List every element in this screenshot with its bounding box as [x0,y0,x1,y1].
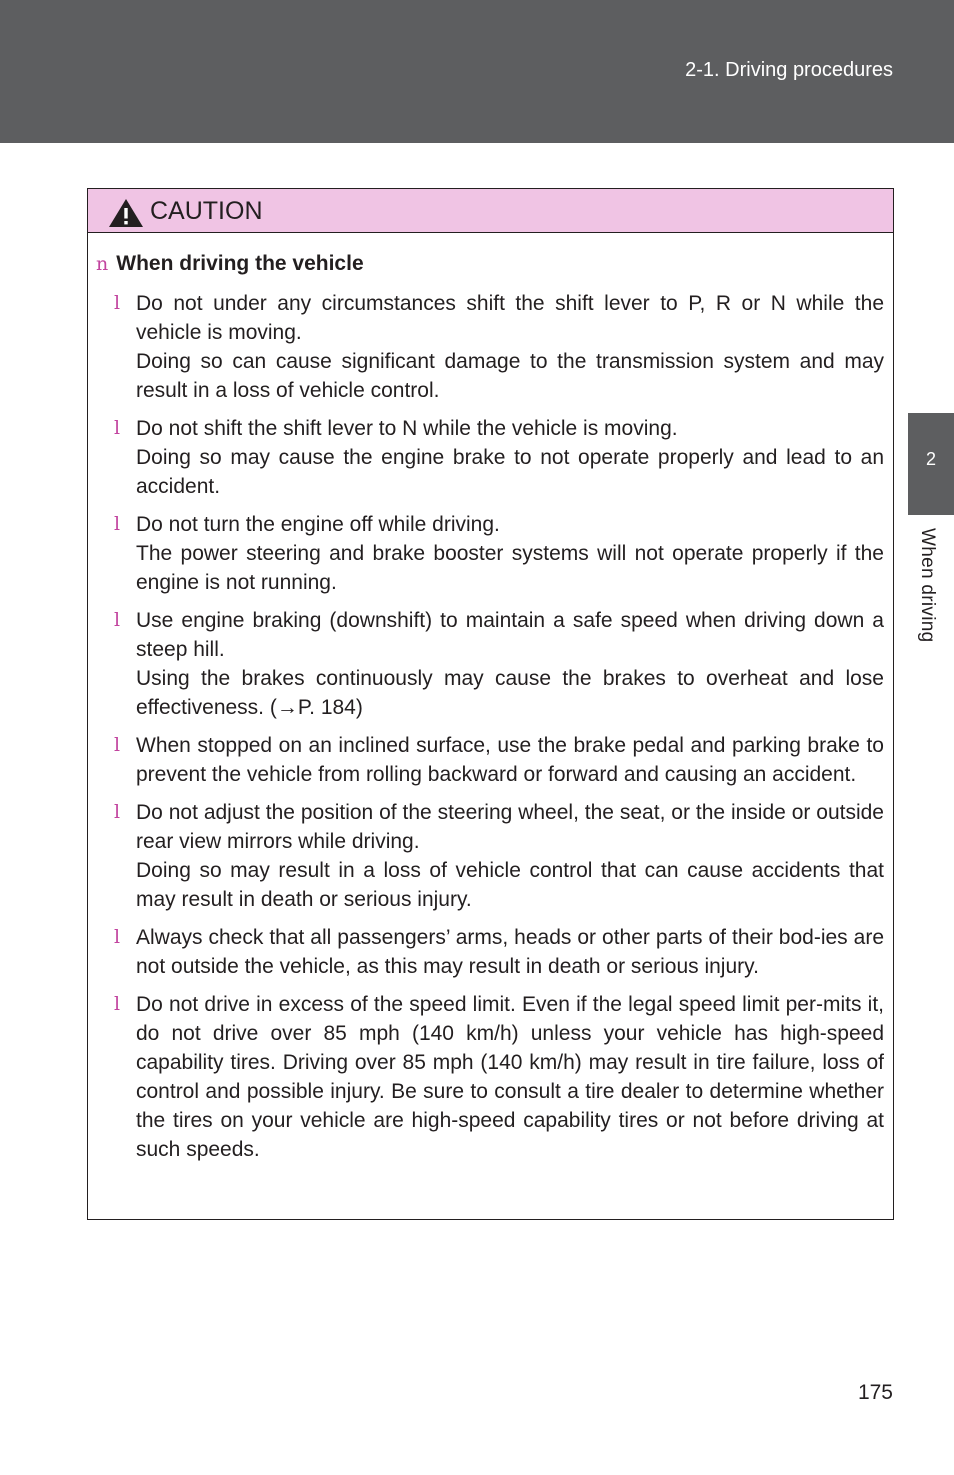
item-text: Do not drive in excess of the speed limit. Even if the legal speed limit per-mits it, do not drive over 85 mph (140 km/h) unless your vehicle has high-speed capability tires. Driving over 85 mph (140 km/h) may result in tire failure, loss of control and possible injury. Be sure to consult a tire dealer to determine whether the tires on your vehicle are high-speed capability tires or not before driving at such speeds. [136,993,884,1161]
list-item [88,923,893,981]
caution-box [87,188,894,1220]
bullet-icon: l [114,513,121,535]
item-text: Do not shift the shift lever to N while the vehicle is moving. [136,417,678,440]
list-item [88,606,893,722]
bullet-icon: l [114,801,121,823]
header-bar [0,0,954,143]
warning-triangle-icon [108,198,144,228]
item-text: When stopped on an inclined surface, use the brake pedal and parking brake to prevent the vehicle from rolling backward or forward and causing an accident. [136,734,884,786]
bullet-icon: l [114,609,121,631]
bullet-icon: l [114,292,121,314]
section-title: 2-1. Driving procedures [685,59,893,81]
caution-list [88,289,893,1173]
caution-header [88,189,893,233]
item-text: Do not adjust the position of the steering wheel, the seat, or the inside or outside rear view mirrors while driving. [136,801,884,853]
chapter-label: When driving [917,528,938,643]
bullet-icon: l [114,734,121,756]
list-item [88,510,893,597]
page-number: 175 [857,1381,893,1404]
item-text: The power steering and brake booster systems will not operate properly if the engine is not running. [136,542,884,594]
bullet-icon: l [114,993,121,1015]
section-heading [96,252,364,276]
heading-marker-icon: n [96,253,109,275]
item-text: Doing so may cause the engine brake to not operate properly and lead to an accident. [136,446,884,498]
chapter-tab[interactable] [908,413,954,515]
list-item [88,414,893,501]
chapter-number: 2 [925,449,936,469]
item-text: Use engine braking (downshift) to maintain a safe speed when driving down a steep hill. [136,609,884,661]
item-text: Using the brakes continuously may cause the brakes to overheat and lose effectiveness. (→P. 184) [136,667,884,719]
list-item [88,990,893,1164]
item-text: Always check that all passengers’ arms, heads or other parts of their bod-ies are not outside the vehicle, as this may result in death or serious injury. [136,926,884,978]
list-item [88,731,893,789]
heading-text: When driving the vehicle [116,252,364,275]
list-item [88,798,893,914]
item-text: Doing so may result in a loss of vehicle control that can cause accidents that may result in death or serious injury. [136,859,884,911]
caution-title: CAUTION [150,197,263,225]
bullet-icon: l [114,926,121,948]
list-item [88,289,893,405]
item-text: Do not under any circumstances shift the shift lever to P, R or N while the vehicle is moving. [136,292,884,344]
item-text: Do not turn the engine off while driving. [136,513,500,536]
item-text: Doing so can cause significant damage to the transmission system and may result in a loss of vehicle control. [136,350,884,402]
bullet-icon: l [114,417,121,439]
